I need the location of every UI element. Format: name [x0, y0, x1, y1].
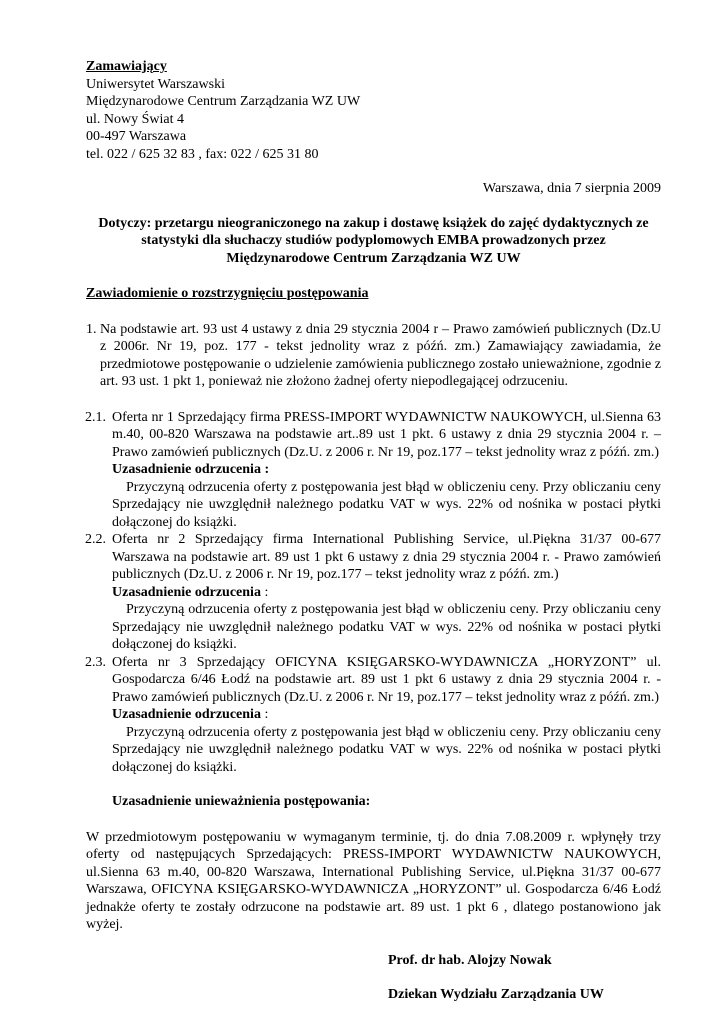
- offer-item: [86, 531, 661, 654]
- rejection-reason: Przyczyną odrzucenia oferty z postępowania jest błąd w obliczeniu ceny. Przy obliczaniu ceny Sprzedający nie uwzględnił należnego podatku VAT w wys. 22% od nośnika w postaci płytki dołączonej do książki.: [112, 602, 661, 652]
- rejection-label: Uzasadnienie odrzucenia :: [112, 462, 270, 477]
- point-text: Na podstawie art. 93 ust 4 ustawy z dnia 29 stycznia 2004 r – Prawo zamówień publicznych (Dz.U z 2006r. Nr 19, poz. 177 - tekst jednolity wraz z późń. zm.) Zamawiający zawiadamia, że przedmiotowe postępowanie o udzielenie zamówienia publicznego zostało unieważnione, zgodnie z art. 93 ust. 1 pkt 1, ponieważ nie złożono żadnej oferty niepodlegającej odrzuceniu.: [100, 321, 661, 389]
- offer-text: Oferta nr 2 Sprzedający firma International Publishing Service, ul.Piękna 31/37 00-677 Warszawa na podstawie art. 89 ust 1 pkt 6 ustawy z dnia 29 stycznia 2004 r. - Prawo zamówień publicznych (Dz.U. z 2006 r. Nr 19, poz.177 – tekst jednolity wraz z późń. zm.): [112, 532, 661, 582]
- offer-body: [112, 531, 661, 654]
- offer-text: Oferta nr 1 Sprzedający firma PRESS-IMPORT WYDAWNICTW NAUKOWYCH, ul.Sienna 63 m.40, 00-820 Warszawa na podstawie art..89 ust 1 pkt. 6 ustawy z dnia 29 stycznia 2004 r. – Prawo zamówień publicznych (Dz.U. z 2006 r. Nr 19, poz.177 – tekst jednolity wraz z późń. zm.): [112, 409, 661, 460]
- party-line: Uniwersytet Warszawski: [86, 76, 225, 92]
- offer-item: [86, 654, 661, 777]
- signatory-name: Prof. dr hab. Alojzy Nowak: [388, 952, 552, 968]
- offer-number: 2.3.: [85, 654, 106, 670]
- rejection-label: Uzasadnienie odrzucenia: [112, 584, 261, 600]
- offer-number: 2.2.: [85, 532, 106, 547]
- annulment-title: Uzasadnienie unieważnienia postępowania:: [112, 794, 371, 809]
- offer-body: [112, 409, 661, 532]
- party-line: 00-497 Warszawa: [86, 129, 187, 144]
- subject-line: statystyki dla słuchaczy studiów podyplomowych EMBA prowadzonych przez: [141, 233, 606, 248]
- subject-block: [86, 215, 661, 268]
- notice-title: Zawiadomienie o rozstrzygnięciu postępowania: [86, 286, 369, 301]
- party-line: ul. Nowy Świat 4: [86, 111, 184, 127]
- offer-item: [86, 409, 661, 532]
- offers-list: [86, 409, 661, 777]
- rejection-label: Uzasadnienie odrzucenia: [112, 707, 261, 722]
- point-1: [86, 321, 661, 391]
- rejection-reason: Przyczyną odrzucenia oferty z postępowania jest błąd w obliczeniu ceny. Przy obliczaniu ceny Sprzedający nie uwzględnił należnego podatku VAT w wys. 22% od nośnika w postaci płytki dołączonej do książki.: [112, 479, 661, 530]
- rejection-label-line: [112, 706, 661, 724]
- offer-number: 2.1.: [85, 409, 106, 425]
- annulment-text: W przedmiotowym postępowaniu w wymaganym terminie, tj. do dnia 7.08.2009 r. wpłynęły trzy oferty od następujących Sprzedających: PRESS-IMPORT WYDAWNICTW NAUKOWYCH, ul.Sienna 63 m.40, 00-820 Warszawa, International Publishing Service, ul.Piękna 31/37 00-677 Warszawa, OFICYNA KSIĘGARSKO-WYDAWNICZA „HORYZONT” ul. Gospodarcza 6/46 Łodź jednakże oferty te zostały odrzucone na podstawie art. 89 ust. 1 pkt 6 , dlatego postanowiono jak wyżej.: [86, 829, 661, 932]
- rejection-label-suffix: :: [260, 707, 269, 722]
- point-number: 1.: [86, 321, 100, 337]
- party-line: tel. 022 / 625 32 83 , fax: 022 / 625 31 80: [86, 146, 319, 162]
- rejection-reason: Przyczyną odrzucenia oferty z postępowania jest błąd w obliczeniu ceny. Przy obliczaniu ceny Sprzedający nie uwzględnił należnego podatku VAT w wys. 22% od nośnika w postaci płytki dołączonej do książki.: [112, 724, 661, 775]
- party-line: Międzynarodowe Centrum Zarządzania WZ UW: [86, 94, 361, 109]
- document-date: Warszawa, dnia 7 sierpnia 2009: [482, 181, 661, 196]
- offer-text: Oferta nr 3 Sprzedający OFICYNA KSIĘGARSKO-WYDAWNICZA „HORYZONT” ul. Gospodarcza 6/46 Łodź na podstawie art. 89 ust 1 pkt 6 ustawy z dnia 29 stycznia 2004 r. - Prawo zamówień publicznych (Dz.U. z 2006 r. Nr 19, poz.177 – tekst jednolity wraz z późń. zm.): [112, 654, 661, 705]
- rejection-label-line: [112, 461, 661, 479]
- signatory-title: Dziekan Wydziału Zarządzania UW: [388, 987, 604, 1002]
- subject-line: Międzynarodowe Centrum Zarządzania WZ UW: [226, 250, 521, 266]
- offer-body: [112, 654, 661, 777]
- rejection-label-suffix: :: [260, 584, 269, 600]
- rejection-label-line: [112, 584, 661, 602]
- subject-line: Dotyczy: przetargu nieograniczonego na zakup i dostawę książek do zajęć dydaktycznych ze: [98, 215, 649, 231]
- contracting-party-block: [86, 58, 661, 163]
- contracting-party-label: Zamawiający: [86, 59, 167, 74]
- document-page: [86, 58, 661, 1004]
